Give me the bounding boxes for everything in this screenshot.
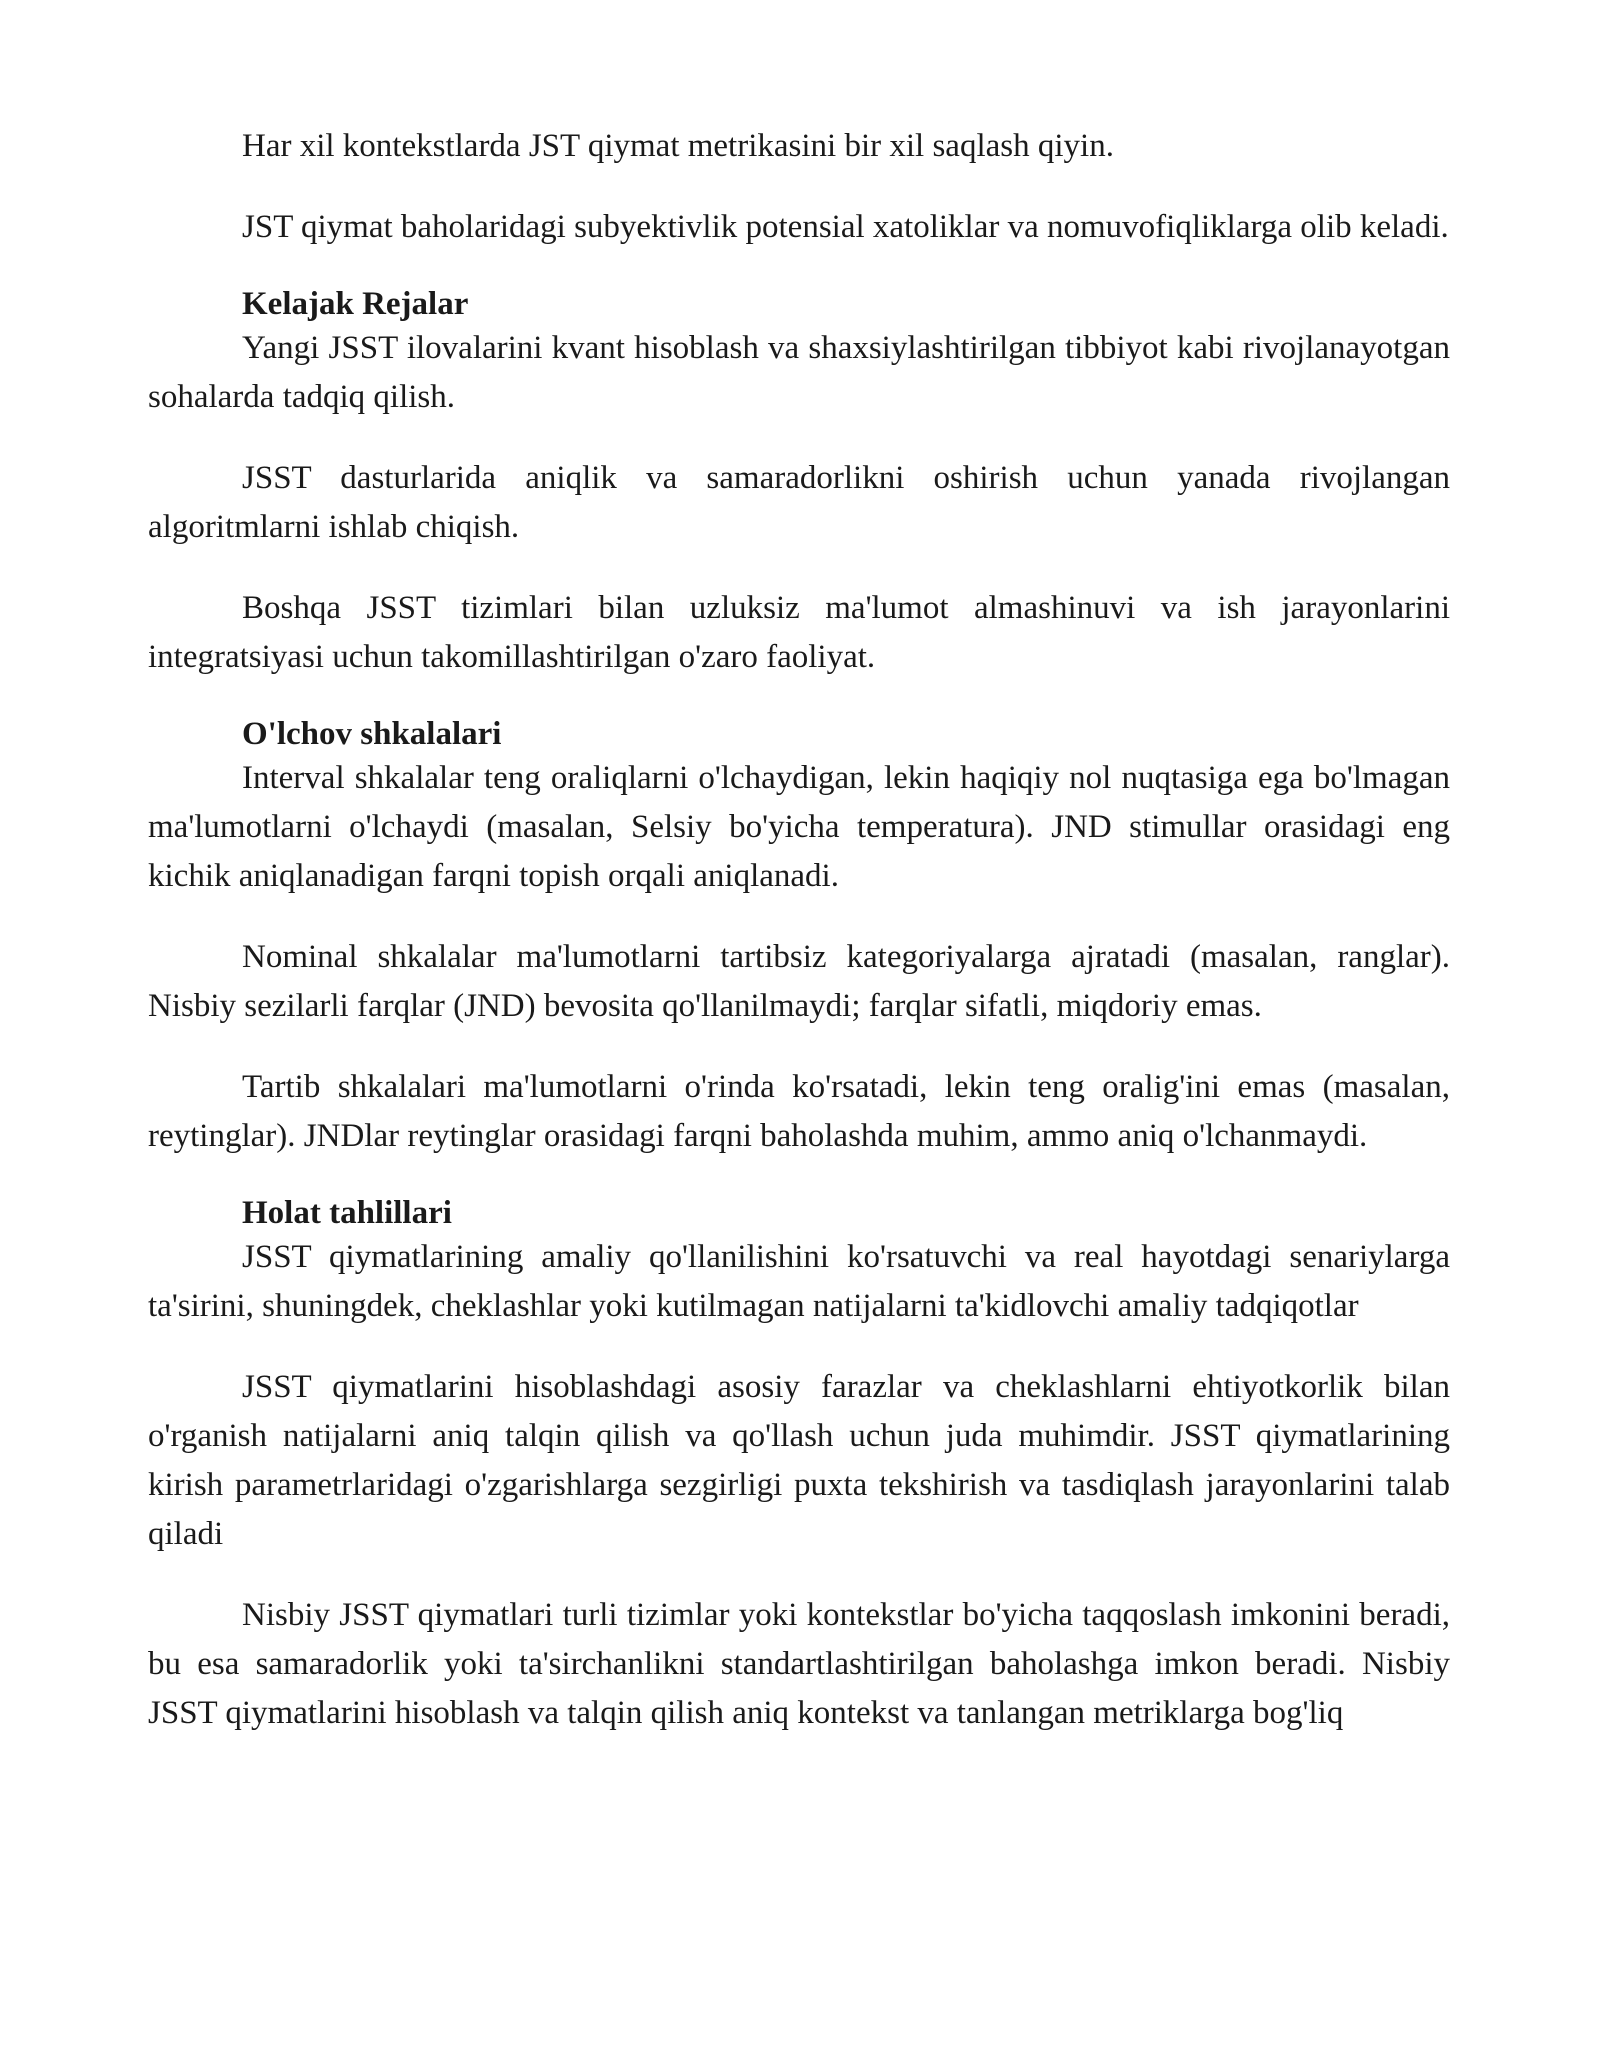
paragraph-scales-3: Tartib shkalalari ma'lumotlarni o'rinda ko'rsatadi, lekin teng oralig'ini emas (masalan, reytinglar). JNDlar reytinglar orasidagi farqni baholashda muhim, ammo aniq o'lchanmaydi. bbox=[148, 1069, 1450, 1154]
document-page bbox=[148, 122, 1450, 1770]
paragraph-cases-1: JSST qiymatlarining amaliy qo'llanilishini ko'rsatuvchi va real hayotdagi senariylarga ta'sirini, shuningdek, cheklashlar yoki kutilmagan natijalarni ta'kidlovchi amaliy tadqiqotlar bbox=[148, 1239, 1450, 1324]
heading-future-plans: Kelajak Rejalar bbox=[242, 286, 469, 322]
paragraph-intro-1: Har xil kontekstlarda JST qiymat metrikasini bir xil saqlash qiyin. bbox=[242, 128, 1114, 164]
heading-case-studies: Holat tahlillari bbox=[242, 1195, 452, 1231]
paragraph-scales-1: Interval shkalalar teng oraliqlarni o'lchaydigan, lekin haqiqiy nol nuqtasiga ega bo'lmagan ma'lumotlarni o'lchaydi (masalan, Selsiy bo'yicha temperatura). JND stimullar orasidagi eng kichik aniqlanadigan farqni topish orqali aniqlanadi. bbox=[148, 760, 1450, 894]
paragraph-intro-2: JST qiymat baholaridagi subyektivlik potensial xatoliklar va nomuvofiqliklarga olib keladi. bbox=[242, 209, 1449, 245]
paragraph-scales-2: Nominal shkalalar ma'lumotlarni tartibsiz kategoriyalarga ajratadi (masalan, ranglar). Nisbiy sezilarli farqlar (JND) bevosita qo'llanilmaydi; farqlar sifatli, miqdoriy emas. bbox=[148, 939, 1450, 1024]
heading-measurement-scales: O'lchov shkalalari bbox=[242, 716, 502, 752]
paragraph-future-2: JSST dasturlarida aniqlik va samaradorlikni oshirish uchun yanada rivojlangan algoritmlarni ishlab chiqish. bbox=[148, 460, 1450, 545]
paragraph-cases-3: Nisbiy JSST qiymatlari turli tizimlar yoki kontekstlar bo'yicha taqqoslash imkonini beradi, bu esa samaradorlik yoki ta'sirchanlikni standartlashtirilgan baholashga imkon beradi. Nisbiy JSST qiymatlarini hisoblash va talqin qilish aniq kontekst va tanlangan metriklarga bog'liq bbox=[148, 1597, 1450, 1731]
paragraph-future-1: Yangi JSST ilovalarini kvant hisoblash va shaxsiylashtirilgan tibbiyot kabi rivojlanayotgan sohalarda tadqiq qilish. bbox=[148, 330, 1450, 415]
paragraph-cases-2: JSST qiymatlarini hisoblashdagi asosiy farazlar va cheklashlarni ehtiyotkorlik bilan o'rganish natijalarni aniq talqin qilish va qo'llash uchun juda muhimdir. JSST qiymatlarining kirish parametrlaridagi o'zgarishlarga sezgirligi puxta tekshirish va tasdiqlash jarayonlarini talab qiladi bbox=[148, 1369, 1450, 1552]
paragraph-future-3: Boshqa JSST tizimlari bilan uzluksiz ma'lumot almashinuvi va ish jarayonlarini integratsiyasi uchun takomillashtirilgan o'zaro faoliyat. bbox=[148, 590, 1450, 675]
